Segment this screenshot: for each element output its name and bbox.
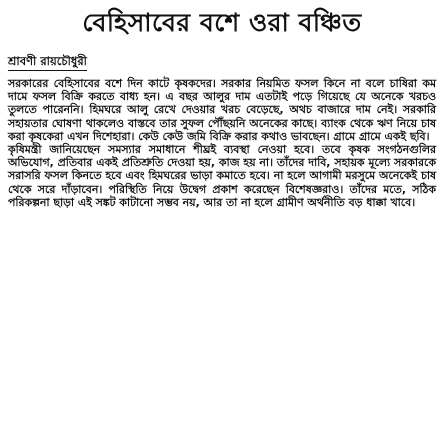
article-paragraph: সরকারের বেহিসাবের বশে দিন কাটে কৃষকদের। সরকার নিয়মিত ফসল কিনে না বলে চাষিরা কম দামে ফসল বিক্রি করতে বাধ্য হন। এ বছর আলুর দাম এতটাই পড়ে গিয়েছে যে অনেকে খরচও তুলতে পারেননি। হিমঘরে আলু রেখে দেওয়ার খরচ বেড়েছে, অথচ বাজারে দাম নেই। সরকারি সহায়তার ঘোষণা থাকলেও বাস্তবে তার সুফল পৌঁছয়নি অনেকের কাছে। ব্যাংক থেকে ঋণ নিয়ে চাষ করা কৃষকেরা এখন দিশেহারা। কেউ কেউ জমি বিক্রি করার কথাও ভাবছেন। গ্রামে গ্রামে একই ছবি। [8,77,436,143]
article-paragraph: কৃষিমন্ত্রী জানিয়েছেন সমস্যার সমাধানে শীঘ্রই ব্যবস্থা নেওয়া হবে। তবে কৃষক সংগঠনগুলির অভিযোগ, প্রতিবার একই প্রতিশ্রুতি দেওয়া হয়, কাজ হয় না। তাঁদের দাবি, সহায়ক মূল্যে সরকারকে সরাসরি ফসল কিনতে হবে এবং হিমঘরের ভাড়া কমাতে হবে। না হলে আগামী মরসুমে অনেকেই চাষ থেকে সরে দাঁড়াবেন। পরিস্থিতি নিয়ে উদ্বেগ প্রকাশ করেছেন বিশেষজ্ঞরাও। তাঁদের মতে, সঠিক পরিকল্পনা ছাড়া এই সঙ্কট কাটানো সম্ভব নয়, আর তা না হলে গ্রামীণ অর্থনীতি বড় ধাক্কা খাবে। [8,143,436,209]
headline: বেহিসাবের বশে ওরা বঞ্চিত [82,8,362,37]
section-label: শ্রাবণী রায়চৌধুরী [8,54,87,71]
